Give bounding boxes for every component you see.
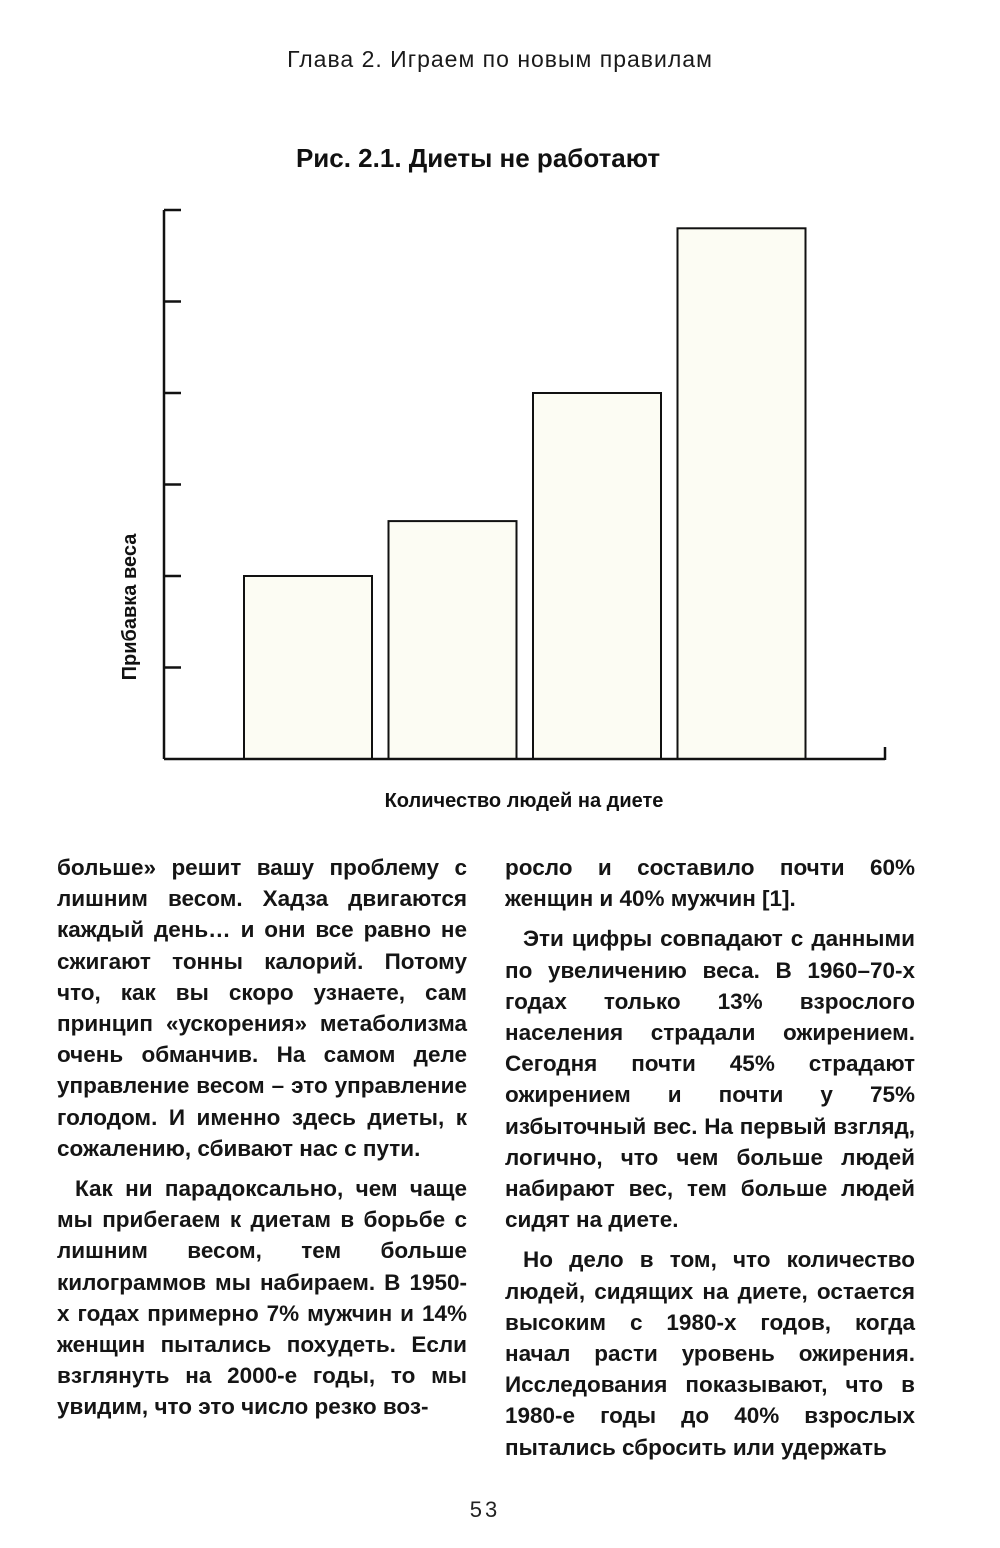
bar-chart (0, 195, 1000, 825)
bar-4 (678, 228, 806, 759)
paragraph: больше» решит вашу проблему с лишним весом. Хадза двигаются каждый день… и они все равно не сжигают тонны калорий. Потому что, как вы скоро узнаете, сам принцип «ускорения» метаболизма очень обманчив. На самом деле управление весом – это управление голодом. И именно здесь диеты, к сожалению, сбивают нас с пути. (57, 855, 467, 1161)
figure-title: Рис. 2.1. Диеты не работают (295, 143, 661, 173)
right-text-column (505, 852, 915, 1463)
paragraph: Как ни парадоксально, чем чаще мы прибегаем к диетам в борьбе с лишним весом, тем больше килограммов мы набираем. В 1950-х годах примерно 7% мужчин и 14% женщин пытались похудеть. Если взглянуть на 2000-е годы, то мы увидим, что это число резко воз- (57, 1176, 467, 1420)
y-axis-label: Прибавка веса (119, 533, 141, 681)
bar-3 (533, 393, 661, 759)
running-head: Глава 2. Играем по новым правилам (287, 46, 713, 72)
paragraph: Эти цифры совпадают с данными по увеличению веса. В 1960–70-х годах только 13% взрослого населения страдали ожирением. Сегодня почти 45% страдают ожирением и почти у 75% избыточный вес. На первый взгляд, логично, что чем больше людей набирают вес, тем больше людей сидят на диете. (505, 926, 915, 1233)
bar-1 (244, 576, 372, 759)
paragraph: Но дело в том, что количество людей, сидящих на диете, остается высоким с 1980-х годов, когда начал расти уровень ожирения. Исследования показывают, что в 1980-е годы до 40% взрослых пытались сбросить или удержать (505, 1247, 915, 1460)
bar-2 (389, 521, 517, 759)
x-axis-label: Количество людей на диете (384, 790, 664, 812)
paragraph: росло и составило почти 60% женщин и 40% мужчин [1]. (505, 855, 915, 912)
page-number: 53 (469, 1497, 501, 1522)
left-text-column (57, 852, 467, 1423)
